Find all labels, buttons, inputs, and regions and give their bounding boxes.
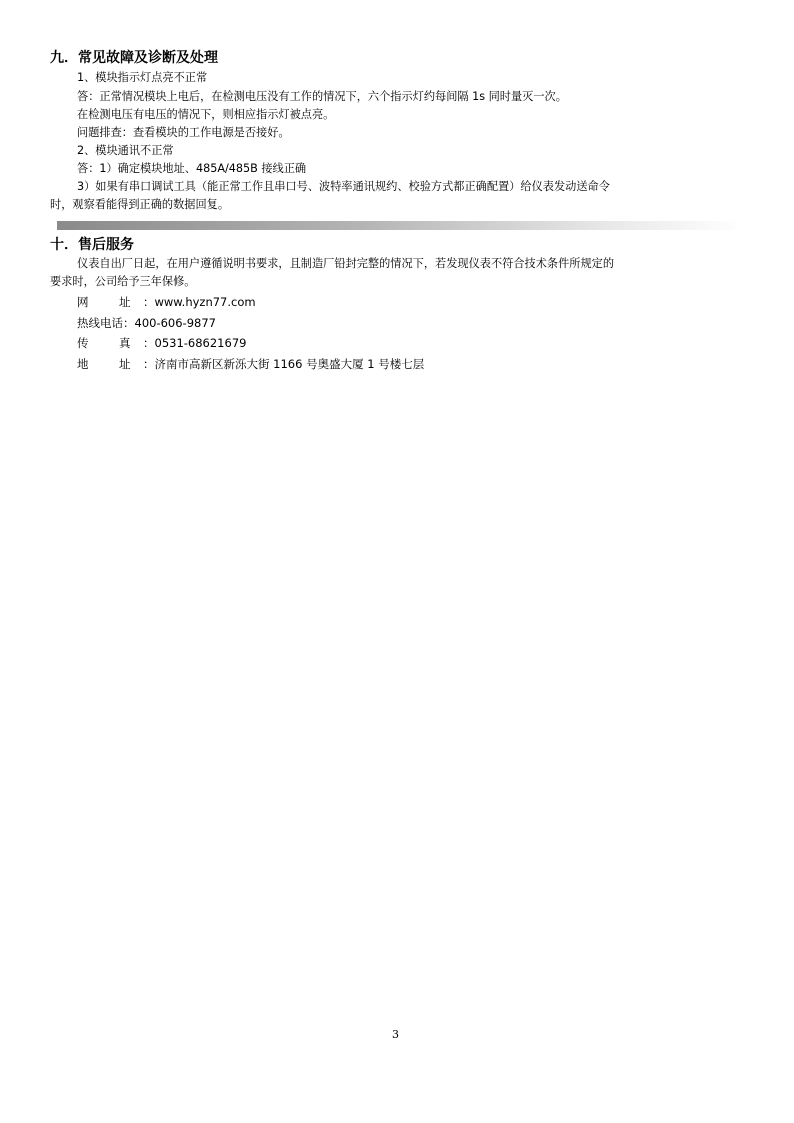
contact-fax-label-a: 传 [77,336,89,350]
section-10-heading: 十．售后服务 [50,237,134,253]
contact-website-label-b: 址 [119,295,131,309]
contact-address [77,356,424,372]
fault-item-2-step-3-cont: 时，观察看能得到正确的数据回复。 [50,198,230,211]
contact-website-value: ：www.hyzn77.com [143,295,256,309]
contact-website-label-a: 网 [77,295,89,309]
fault-item-2-title: 2、模块通讯不正常 [77,144,174,157]
contact-website [77,294,256,310]
fault-item-2-answer: 答：1）确定模块地址、485A/485B 接线正确 [77,162,307,175]
contact-address-value: ：济南市高新区新泺大街 1166 号奥盛大厦 1 号楼七层 [143,357,425,371]
fault-item-2-step-3: 3）如果有串口调试工具（能正常工作且串口号、波特率通讯规约、校验方式都正确配置）给仪表发动送命令 [77,180,610,193]
contact-fax [77,335,246,351]
fault-item-1-title: 1、模块指示灯点亮不正常 [77,71,208,84]
contact-address-label-b: 址 [119,357,131,371]
contact-hotline [77,315,216,331]
warranty-text: 仪表自出厂日起，在用户遵循说明书要求，且制造厂铅封完整的情况下，若发现仪表不符合技术条件所规定的 [77,257,615,270]
section-9-heading: 九．常见故障及诊断及处理 [50,50,218,66]
contact-hotline-label: 热线电话 [77,316,123,330]
warranty-text-cont: 要求时，公司给予三年保修。 [50,275,196,288]
section-divider [57,221,744,230]
fault-item-1-answer-cont: 在检测电压有电压的情况下，则相应指示灯被点亮。 [77,108,335,121]
contact-fax-value: ：0531-68621679 [143,336,247,350]
fault-item-1-answer: 答：正常情况模块上电后，在检测电压没有工作的情况下，六个指示灯约每间隔 1s 同时量灭一次。 [77,90,567,103]
contact-hotline-value: ：400-606-9877 [123,316,216,330]
fault-item-1-check: 问题排查：查看模块的工作电源是否接好。 [77,126,290,139]
contact-fax-label-b: 真 [119,336,131,350]
contact-address-label-a: 地 [77,357,89,371]
page-number: 3 [392,1028,399,1041]
